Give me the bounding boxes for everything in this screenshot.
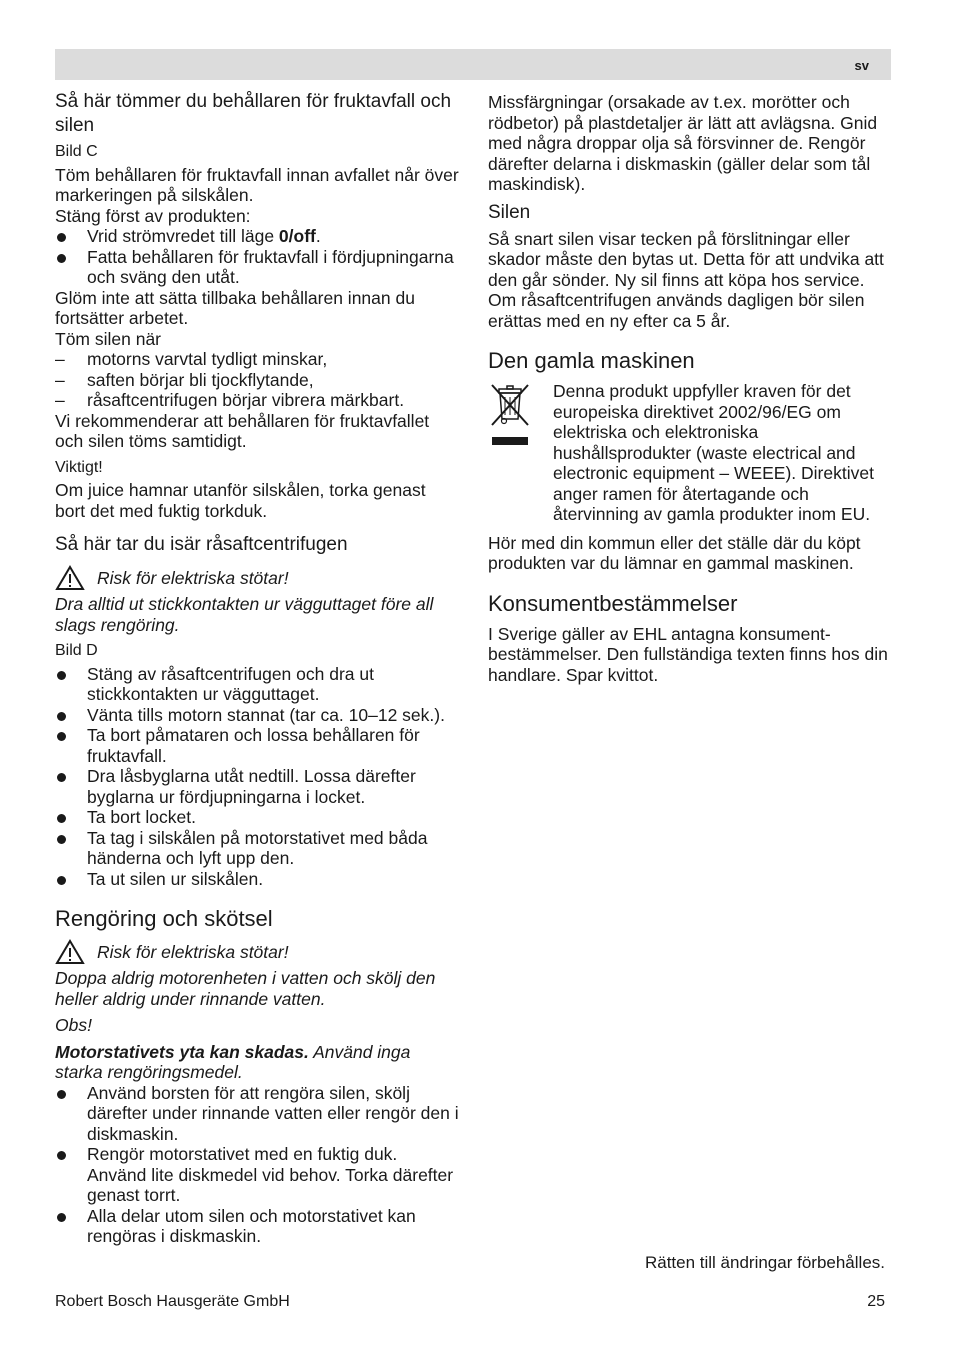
paragraph: I Sverige gäller av EHL antagna konsument-bestämmelser. Den fullständiga texten finns hos din handlare. Spar kvittot. [488,623,888,685]
bullet-list [55,226,460,288]
paragraph: Vi rekommenderar att behållaren för fruktavfallet och silen töms samtidigt. [55,410,430,451]
section-title-consumer: Konsumentbestämmelser [488,590,738,616]
warning-title: Risk för elektriska stötar! [97,567,289,588]
list-item: – motorns varvtal tydligt minskar, [55,349,460,370]
warning-text: Dra alltid ut stickkontakten ur vägguttaget före all slags rengöring. [55,594,434,635]
paragraph: Töm behållaren för fruktavfall innan avfallet når över markeringen på silskålen. [55,164,459,205]
list-item: – råsaftcentrifugen börjar vibrera märkbart. [55,390,460,411]
section-title-disassemble: Så här tar du isär råsaftcentrifugen [55,534,348,555]
footer-company: Robert Bosch Hausgeräte GmbH [55,1293,290,1310]
figure-ref-d: Bild D [55,642,98,659]
figure-ref-c: Bild C [55,143,98,160]
rights-reserved-note: Rätten till ändringar förbehålles. [644,1253,885,1272]
list-item: Använd borsten för att rengöra silen, skölj därefter under rinnande vatten eller rengör den i diskmaskin. [55,1083,460,1145]
dash-list [55,349,460,411]
paragraph: Missfärgningar (orsakade av t.ex. morötter och rödbetor) på plastdetaljer är lätt att avlägsna. Gnid med några droppar olja så försvinner de. Rengör därefter delarna i diskmaskin (gäller delar som tål maskindisk). [488,92,878,194]
paragraph: Så snart silen visar tecken på förslitningar eller skador måste den bytas ut. Detta för att undvika att den går sönder. Ny sil finns att köpa hos service. Om råsaftcentrifugen används dagligen bör silen erättas med en ny efter ca 5 år. [488,228,884,331]
language-code: sv [854,58,869,73]
header-bar [55,49,891,80]
weee-bin-icon [488,381,553,525]
section-title-empty-container: Så här tömmer du behållaren för fruktavfall och silen [55,91,452,136]
list-item: Ta ut silen ur silskålen. [55,869,460,890]
paragraph: Om juice hamnar utanför silskålen, torka genast bort det med fuktig torkduk. [55,480,426,521]
list-item: – saften börjar bli tjockflytande, [55,370,460,391]
list-item: Vrid strömvredet till läge 0/off. [55,226,460,247]
list-item: Dra låsbyglarna utåt nedtill. Lossa därefter byglarna ur fördjupningarna i locket. [55,766,460,807]
paragraph: Hör med din kommun eller det ställe där du köpt produkten var du lämnar en gammal maskinen. [488,532,861,573]
obs-text: Motorstativets yta kan skadas. Använd inga starka rengöringsmedel. [55,1041,411,1082]
paragraph: Stäng först av produkten: [55,205,251,226]
paragraph: Töm silen när [55,328,162,349]
list-item: Fatta behållaren för fruktavfall i fördjupningarna och sväng den utåt. [55,247,460,288]
section-title-silen: Silen [488,201,531,223]
list-item: Ta bort påmataren och lossa behållaren för fruktavfall. [55,725,460,766]
obs-label: Obs! [55,1015,92,1035]
list-item: Rengör motorstativet med en fuktig duk. Använd lite diskmedel vid behov. Torka därefter genast torrt. [55,1144,460,1206]
paragraph: Glöm inte att sätta tillbaka behållaren innan du fortsätter arbetet. [55,287,415,328]
list-item: Ta tag i silskålen på motorstativet med båda händerna och lyft upp den. [55,828,460,869]
important-label: Viktigt! [55,458,103,476]
page-number: 25 [867,1293,885,1310]
warning-title: Risk för elektriska stötar! [97,941,289,962]
list-item: Vänta tills motorn stannat (tar ca. 10–12 sek.). [55,705,460,726]
list-item: Ta bort locket. [55,807,460,828]
left-column [55,90,460,1247]
list-item: Alla delar utom silen och motorstativet kan rengöras i diskmaskin. [55,1206,460,1247]
section-title-cleaning: Rengöring och skötsel [55,906,273,931]
list-item: Stäng av råsaftcentrifugen och dra ut stickkontakten ur vägguttaget. [55,664,460,705]
bullet-list [55,1083,460,1247]
weee-text: Denna produkt uppfyller kraven för det europeiska direktivet 2002/96/EG om elektriska och elektroniska hushållsprodukter (waste electrical and electronic equipment – WEEE). Direktivet anger ramen för återtagande och återvinning av gamla produkter inom EU. [553,381,874,524]
warning-text: Doppa aldrig motorenheten i vatten och skölj den heller aldrig under rinnande vatten. [55,968,436,1009]
weee-block [488,381,893,525]
warning-row [55,565,460,591]
warning-row [55,939,460,965]
section-title-old-machine: Den gamla maskinen [488,348,695,373]
warning-triangle-icon [55,565,85,591]
right-column [488,92,893,685]
warning-triangle-icon [55,939,85,965]
bullet-list [55,664,460,890]
